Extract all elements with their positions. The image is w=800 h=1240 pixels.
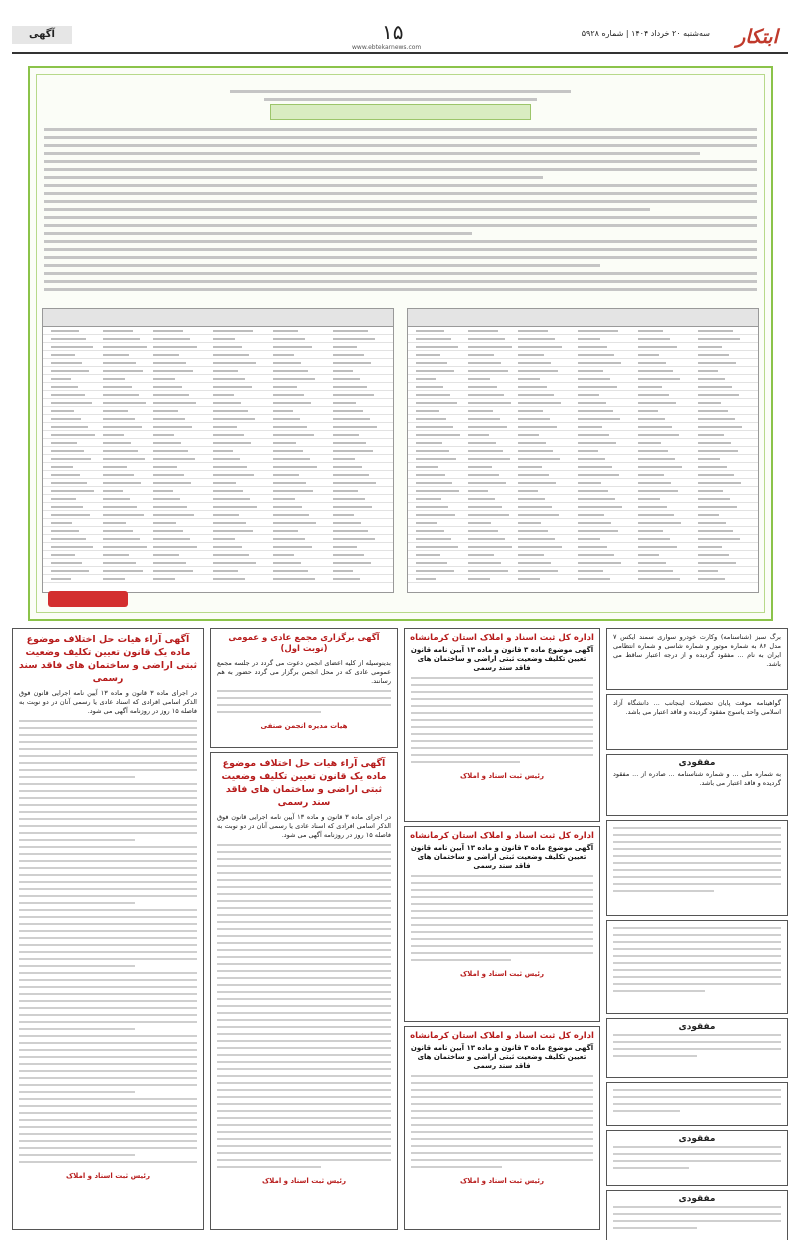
notice-subtitle: آگهی موضوع ماده ۳ قانون و ماده ۱۳ آیین نامه قانون تعیین تکلیف وضعیت ثبتی اراضی و ساختمان های فاقد سند رسمی bbox=[410, 1044, 594, 1070]
table-row bbox=[43, 543, 393, 551]
table-row bbox=[408, 399, 758, 407]
table-row bbox=[43, 431, 393, 439]
notice-ruling-2 bbox=[606, 920, 788, 1014]
table-row bbox=[408, 423, 758, 431]
notice-title: مفقودی bbox=[678, 1194, 716, 1204]
table-row bbox=[408, 343, 758, 351]
notice-title: اداره کل ثبت اسناد و املاک استان کرمانشاه bbox=[410, 831, 594, 841]
ad-banner bbox=[270, 104, 531, 120]
table-row bbox=[43, 367, 393, 375]
notice-lost-5 bbox=[606, 1190, 788, 1240]
ad-table-right bbox=[407, 308, 759, 593]
table-row bbox=[408, 471, 758, 479]
table-row bbox=[43, 423, 393, 431]
table-row bbox=[408, 495, 758, 503]
table-row bbox=[43, 575, 393, 583]
notice-signature: رئیس ثبت اسناد و املاک bbox=[460, 772, 544, 780]
notice-registry-3 bbox=[404, 1026, 600, 1230]
notice-title: مفقودی bbox=[678, 758, 716, 768]
table-row bbox=[408, 407, 758, 415]
table-row bbox=[408, 351, 758, 359]
notice-title: آگهی برگزاری مجمع عادی و عمومی (نوبت اول) bbox=[228, 633, 380, 654]
page-number: ۱۵ bbox=[382, 20, 404, 44]
notice-text: به شماره ملی ... و شماره شناسنامه ... صادره از ... مفقود گردیده و فاقد اعتبار می باشد. bbox=[613, 770, 781, 787]
table-row bbox=[408, 535, 758, 543]
table-row bbox=[43, 519, 393, 527]
table-row bbox=[408, 479, 758, 487]
table-row bbox=[43, 535, 393, 543]
site-url: www.ebtekarnews.com bbox=[352, 44, 422, 51]
notice-title: مفقودی bbox=[678, 1134, 716, 1144]
notice-lost-certificate bbox=[606, 694, 788, 750]
table-row bbox=[43, 471, 393, 479]
notice-signature: رئیس ثبت اسناد و املاک bbox=[460, 970, 544, 978]
section-label: آگهی bbox=[12, 26, 72, 44]
table-row bbox=[43, 527, 393, 535]
table-row bbox=[43, 447, 393, 455]
table-row bbox=[408, 335, 758, 343]
notice-text: گواهینامه موقت پایان تحصیلات اینجانب ... دانشگاه آزاد اسلامی واحد یاسوج مفقود گردیده و فاقد اعتبار می باشد. bbox=[613, 699, 781, 716]
table-row bbox=[43, 463, 393, 471]
notice-signature: رئیس ثبت اسناد و املاک bbox=[460, 1177, 544, 1185]
table-row bbox=[408, 327, 758, 335]
notice-dispute-1 bbox=[210, 752, 398, 1230]
table-row bbox=[408, 575, 758, 583]
notice-registry-2 bbox=[404, 826, 600, 1022]
notice-text: در اجرای ماده ۳ قانون و ماده ۱۳ آیین نامه اجرایی قانون فوق الذکر اسامی افرادی که اسناد عادی یا رسمی آنان در دو نوبت به فاصله ۱۵ روز در روزنامه آگهی می شود. bbox=[19, 689, 197, 715]
table-row bbox=[408, 519, 758, 527]
table-row bbox=[43, 327, 393, 335]
notice-subtitle: آگهی موضوع ماده ۳ قانون و ماده ۱۳ آیین نامه قانون تعیین تکلیف وضعیت ثبتی اراضی و ساختمان های فاقد سند رسمی bbox=[410, 646, 594, 672]
ad-table-left bbox=[42, 308, 394, 593]
notice-text: برگ سبز (شناسنامه) وکارت خودرو سواری سمند ایکس ۷ مدل ۸۶ به شماره موتور و شماره شاسی و شماره انتظامی ایران به نام ... مفقود گردیده و از درجه اعتبار ساقط می باشد. bbox=[613, 633, 781, 668]
notice-signature: رئیس ثبت اسناد و املاک bbox=[66, 1172, 150, 1180]
table-rows bbox=[43, 327, 393, 583]
ad-stamp bbox=[48, 591, 128, 607]
table-row bbox=[408, 391, 758, 399]
table-row bbox=[43, 551, 393, 559]
notice-lost-4 bbox=[606, 1130, 788, 1186]
table-row bbox=[408, 559, 758, 567]
notice-column-4 bbox=[12, 628, 204, 1232]
notice-ruling-1 bbox=[606, 820, 788, 916]
table-row bbox=[408, 511, 758, 519]
notice-lost-2 bbox=[606, 1018, 788, 1078]
notice-title: اداره کل ثبت اسناد و املاک استان کرمانشاه bbox=[410, 633, 594, 643]
notice-subtitle: آگهی موضوع ماده ۳ قانون و ماده ۱۳ آیین نامه قانون تعیین تکلیف وضعیت ثبتی اراضی و ساختمان های فاقد سند رسمی bbox=[410, 844, 594, 870]
notice-signature: هیات مدیره انجمن صنفی bbox=[260, 722, 348, 730]
ad-heading-line bbox=[230, 76, 571, 88]
table-row bbox=[408, 543, 758, 551]
table-row bbox=[408, 487, 758, 495]
table-row bbox=[408, 455, 758, 463]
table-row bbox=[408, 567, 758, 575]
table-row bbox=[408, 431, 758, 439]
table-row bbox=[43, 479, 393, 487]
notice-assembly bbox=[210, 628, 398, 748]
notice-dispute-2 bbox=[12, 628, 204, 1230]
table-row bbox=[408, 463, 758, 471]
issue-info: سه‌شنبه ۲۰ خرداد ۱۴۰۴ | شماره ۵۹۲۸ bbox=[581, 29, 710, 38]
table-row bbox=[43, 559, 393, 567]
table-row bbox=[408, 551, 758, 559]
table-row bbox=[43, 495, 393, 503]
page-header bbox=[12, 20, 788, 54]
notice-column-2 bbox=[404, 628, 600, 1232]
notice-text: در اجرای ماده ۳ قانون و ماده ۱۳ آیین نامه اجرایی قانون فوق الذکر اسامی افرادی که اسناد عادی یا رسمی آنان در دو نوبت به فاصله ۱۵ روز در روزنامه آگهی می شود. bbox=[217, 813, 391, 839]
table-row bbox=[43, 335, 393, 343]
table-row bbox=[43, 399, 393, 407]
table-row bbox=[408, 383, 758, 391]
table-row bbox=[43, 503, 393, 511]
table-row bbox=[43, 415, 393, 423]
notice-text: بدینوسیله از کلیه اعضای انجمن دعوت می گردد در جلسه مجمع عمومی عادی که در محل انجمن برگزار می گردد حضور به هم رسانند. bbox=[217, 659, 391, 685]
table-row bbox=[408, 367, 758, 375]
table-row bbox=[43, 343, 393, 351]
notice-title: مفقودی bbox=[678, 1022, 716, 1032]
table-row bbox=[408, 415, 758, 423]
notice-lost-3 bbox=[606, 1082, 788, 1126]
notice-title: اداره کل ثبت اسناد و املاک استان کرمانشاه bbox=[410, 1031, 594, 1041]
table-row bbox=[43, 567, 393, 575]
notice-title: آگهی آراء هیات حل اختلاف موضوع ماده یک قانون تعیین تکلیف وضعیت ثبتی اراضی و ساختمان های فاقد سند رسمی bbox=[221, 758, 387, 808]
table-row bbox=[43, 351, 393, 359]
ad-heading bbox=[230, 76, 571, 106]
table-row bbox=[408, 375, 758, 383]
table-row bbox=[408, 503, 758, 511]
table-row bbox=[43, 359, 393, 367]
table-row bbox=[43, 375, 393, 383]
table-header bbox=[43, 309, 393, 327]
notice-title: آگهی آراء هیات حل اختلاف موضوع ماده یک قانون تعیین تکلیف وضعیت ثبتی اراضی و ساختمان های فاقد سند رسمی bbox=[18, 634, 198, 684]
notice-lost-1 bbox=[606, 754, 788, 816]
table-row bbox=[43, 383, 393, 391]
notice-column-1 bbox=[606, 628, 788, 1232]
notice-lost-car-card bbox=[606, 628, 788, 690]
large-advertisement bbox=[28, 66, 773, 621]
table-row bbox=[43, 391, 393, 399]
notice-signature: رئیس ثبت اسناد و املاک bbox=[262, 1177, 346, 1185]
notice-registry-1 bbox=[404, 628, 600, 822]
newspaper-logo: ابتکار bbox=[736, 26, 778, 48]
table-header bbox=[408, 309, 758, 327]
table-row bbox=[43, 511, 393, 519]
table-row bbox=[408, 439, 758, 447]
table-row bbox=[43, 407, 393, 415]
table-row bbox=[43, 439, 393, 447]
ad-body-text bbox=[44, 128, 757, 298]
notice-column-3 bbox=[210, 628, 398, 1232]
table-rows bbox=[408, 327, 758, 583]
table-row bbox=[43, 487, 393, 495]
table-row bbox=[408, 359, 758, 367]
table-row bbox=[408, 447, 758, 455]
table-row bbox=[408, 527, 758, 535]
table-row bbox=[43, 455, 393, 463]
